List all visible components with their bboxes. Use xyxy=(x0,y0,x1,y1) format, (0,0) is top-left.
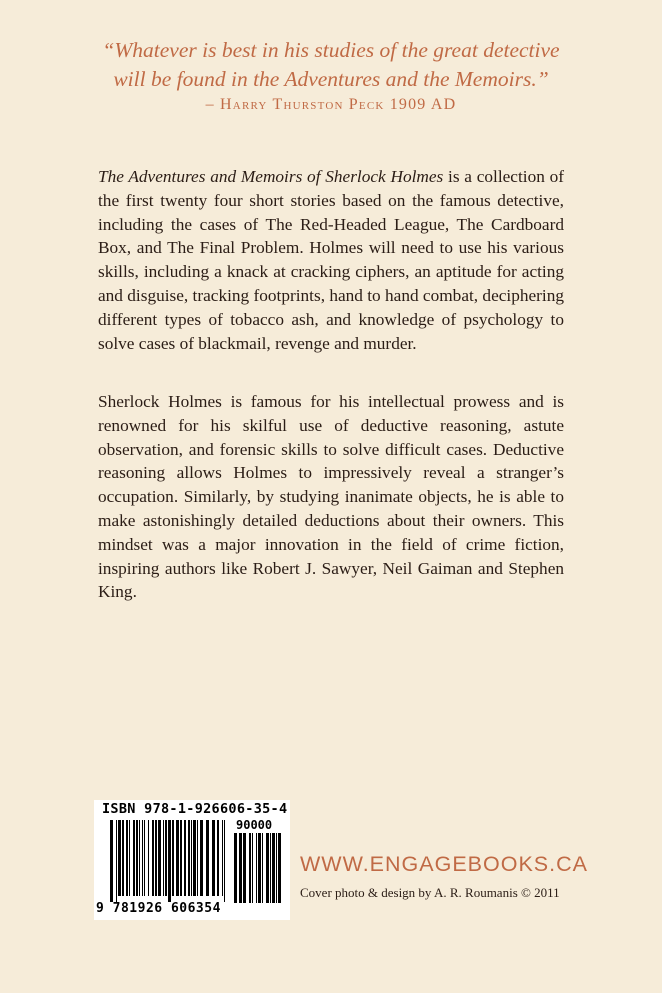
isbn-barcode xyxy=(94,800,290,920)
book-title: The Adventures and Memoirs of Sherlock Holmes xyxy=(98,167,444,186)
pull-quote xyxy=(0,36,662,94)
description-paragraph-1 xyxy=(98,165,564,355)
isbn-label: ISBN 978-1-926606-35-4 xyxy=(102,801,288,817)
cover-credit: Cover photo & design by A. R. Roumanis © 2011 xyxy=(300,885,560,900)
publisher-website-link[interactable]: WWW.ENGAGEBOOKS.CA xyxy=(300,852,588,876)
barcode-digits: 9 781926 606354 xyxy=(96,901,221,916)
description-paragraph-2: Sherlock Holmes is famous for his intellectual prowess and is renowned for his skilful use of deductive reasoning, astute observation, and forensic skills to solve difficult cases. Deductive reasoning allows Holmes to impressively reveal a stranger’s occupation. Similarly, by studying inanimate objects, he is able to make astonishingly detailed deductions about their owners. This mindset was a major innovation in the field of crime fiction, inspiring authors like Robert J. Sawyer, Neil Gaiman and Stephen King. xyxy=(98,392,564,602)
quote-attribution: – Harry Thurston Peck 1909 AD xyxy=(205,96,457,113)
pull-quote-line-2: will be found in the Adventures and the Memoirs.” xyxy=(113,67,549,91)
description-paragraph-1-text: is a collection of the first twenty four short stories based on the famous detective, including the cases of The Red-Headed League, The Cardboard Box, and The Final Problem. Holmes will need to use his various skills, including a knack at cracking ciphers, an aptitude for acting and disguise, tracking footprints, hand to hand combat, deciphering different types of tobacco ash, and knowledge of psychology to solve cases of blackmail, revenge and murder. xyxy=(98,167,565,353)
price-code-label: 90000 xyxy=(236,818,273,832)
barcode-bars-icon xyxy=(110,820,228,902)
barcode-addon-bars-icon xyxy=(234,833,282,903)
pull-quote-line-1: “Whatever is best in his studies of the great detective xyxy=(102,38,560,62)
